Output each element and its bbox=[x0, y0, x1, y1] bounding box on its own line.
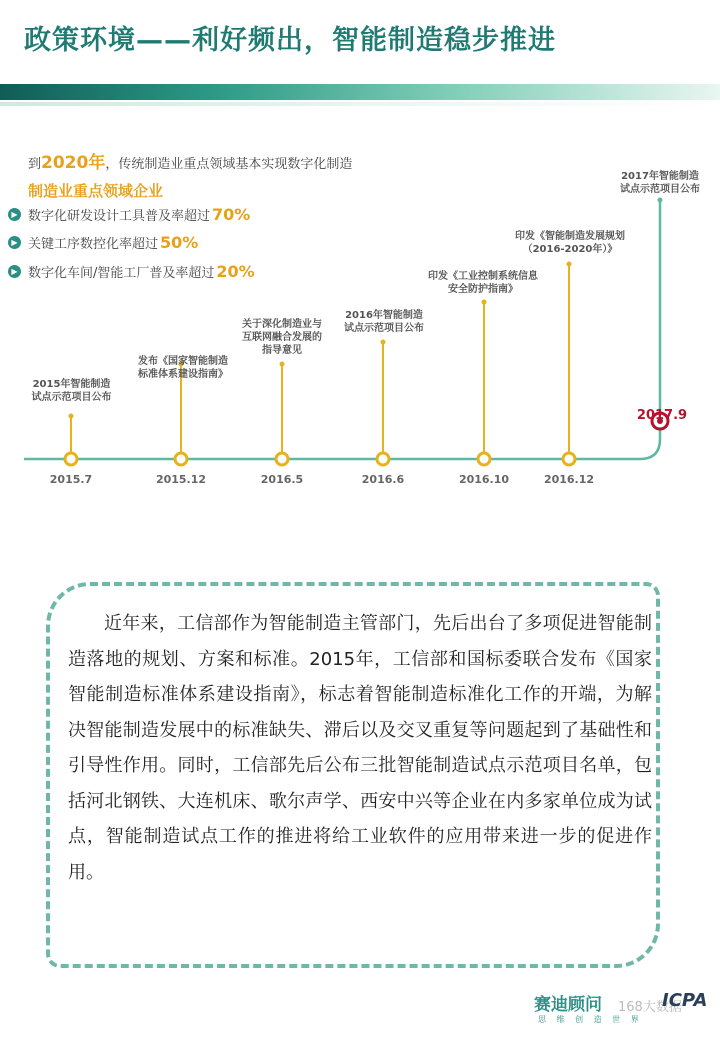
goal-item-value: 70% bbox=[212, 205, 251, 224]
event-marker bbox=[478, 453, 490, 465]
event-label: 2015年智能制造 试点示范项目公布 bbox=[31, 379, 112, 403]
event-date: 2016.6 bbox=[361, 473, 405, 486]
goal-heading: 制造业重点领域企业 bbox=[28, 182, 164, 200]
goal-item-text: 数字化研发设计工具普及率超过 bbox=[28, 209, 211, 224]
event-marker bbox=[377, 453, 389, 465]
goal-item-value: 50% bbox=[160, 233, 199, 252]
event-date: 2016.12 bbox=[543, 473, 595, 486]
goal-suffix: ，传统制造业重点领域基本实现数字化制造 bbox=[105, 157, 353, 172]
event-label: 2017年智能制造 试点示范项目公布 bbox=[620, 171, 700, 195]
goal-item-value: 20% bbox=[216, 262, 255, 281]
event-stem-dot bbox=[69, 414, 74, 419]
event-marker bbox=[175, 453, 187, 465]
watermark: 168大数据 bbox=[618, 1000, 682, 1015]
final-event-date: 2017.9 bbox=[636, 408, 688, 423]
event-label: 印发《工业控制系统信息 安全防护指南》 bbox=[428, 271, 538, 295]
event-marker bbox=[276, 453, 288, 465]
event-stem-dot bbox=[381, 340, 386, 345]
event-stem-dot bbox=[482, 300, 487, 305]
event-label: 印发《智能制造发展规划 （2016-2020年）》 bbox=[515, 231, 625, 255]
goal-prefix: 到 bbox=[28, 157, 42, 172]
body-paragraph: 近年来，工信部作为智能制造主管部门，先后出台了多项促进智能制造落地的规划、方案和标准。2015年，工信部和国标委联合发布《国家智能制造标准体系建设指南》，标志着智能制造标准化工作的开端，为解决智能制造发展中的标准缺失、滞后以及交叉重复等问题起到了基础性和引导性作用。同时，工信部先后公布三批智能制造试点示范项目名单，包括河北钢铁、大连机床、歌尔声学、西安中兴等企业在内多家单位成为试点，智能制造试点工作的推进将给工业软件的应用带来进一步的促进作用。 bbox=[68, 613, 652, 883]
event-marker bbox=[65, 453, 77, 465]
event-date: 2015.12 bbox=[155, 473, 207, 486]
goal-item-text: 关键工序数控化率超过 bbox=[28, 237, 159, 252]
page-title: 政策环境——利好频出，智能制造稳步推进 bbox=[24, 25, 556, 56]
chevron-right-icon: ▶ bbox=[8, 265, 21, 278]
chevron-right-icon: ▶ bbox=[8, 208, 21, 221]
goal-item-text: 数字化车间/智能工厂普及率超过 bbox=[28, 266, 215, 281]
timeline-arrow-dot bbox=[658, 198, 663, 203]
icpa-logo: ICPA bbox=[662, 990, 708, 1011]
event-label: 关于深化制造业与 互联网融合发展的 指导意见 bbox=[242, 319, 322, 356]
ccid-logo-slogan: 思 维 创 造 世 界 bbox=[538, 1015, 643, 1024]
event-marker bbox=[563, 453, 575, 465]
goal-year: 2020年 bbox=[41, 153, 106, 173]
event-stem-dot bbox=[567, 262, 572, 267]
event-date: 2015.7 bbox=[49, 473, 93, 486]
event-date: 2016.5 bbox=[260, 473, 304, 486]
ccid-logo: 赛迪顾问 bbox=[534, 995, 602, 1015]
event-label: 2016年智能制造 试点示范项目公布 bbox=[344, 310, 424, 334]
chevron-right-icon: ▶ bbox=[8, 236, 21, 249]
event-stem-dot bbox=[280, 362, 285, 367]
event-date: 2016.10 bbox=[458, 473, 510, 486]
event-label: 发布《国家智能制造 标准体系建设指南》 bbox=[138, 356, 228, 380]
